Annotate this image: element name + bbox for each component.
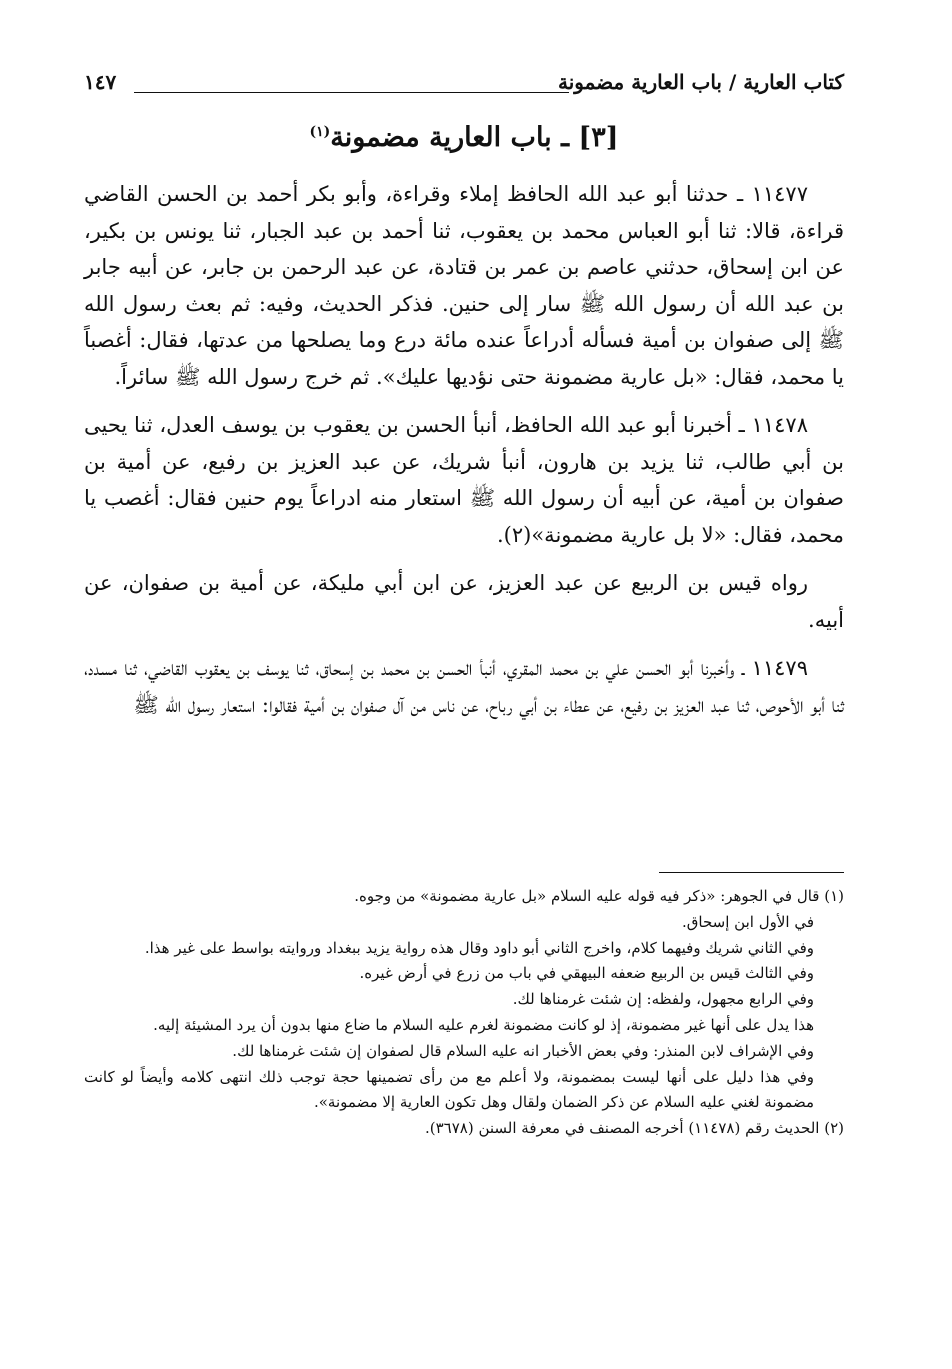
footnote-1-line: وفي الرابع مجهول، ولفظه: إن شئت غرمناها لك. [512,990,814,1009]
footnote-1-line: وفي الثاني شريك وفيهما كلام، واخرج الثاني أبو داود وقال هذه رواية يزيد ببغداد وروايته بواسط على غير هذا. [144,938,814,957]
chapter-title-text: [٣] ـ باب العارية مضمونة [330,122,619,153]
footnote-1-line: في الأول ابن إسحاق. [682,912,814,931]
page-number: ١٤٧ [84,70,117,94]
body-text [84,176,844,735]
narration-note: رواه قيس بن الربيع عن عبد العزيز، عن ابن أبي مليكة، عن أمية بن صفوان، عن أبيه. [84,571,844,632]
footnote-1: (١) قال في الجوهر: «ذكر فيه قوله عليه السلام «بل عارية مضمونة» من وجوه. [354,887,844,905]
footnote-1-line: وفي الإشراف لابن المنذر: وفي بعض الأخبار انه عليه السلام قال لصفوان إن شئت غرمناها لك. [232,1041,814,1060]
running-header [84,70,844,104]
chapter-title [84,122,844,153]
header-rule [134,92,569,93]
hadith-11477: ١١٤٧٧ ـ حدثنا أبو عبد الله الحافظ إملاء وقراءة، وأبو بكر أحمد بن الحسن القاضي قراءة، قالا: ثنا أبو العباس محمد بن يعقوب، ثنا أحمد بن عبد الجبار، ثنا يونس بن بكير، عن ابن إسحاق، حدثني عاصم بن عمر بن قتادة، عن عبد الرحمن بن جابر، عن أبيه جابر بن عبد الله أن رسول الله ﷺ سار إلى حنين. فذكر الحديث، وفيه: ثم بعث رسول الله ﷺ إلى صفوان بن أمية فسأله أدراعاً عنده مائة درع وما يصلحها من عدتها، فقال: أغصباً يا محمد، فقال: «بل عارية مضمونة حتى نؤديها عليك». ثم خرج رسول الله ﷺ سائراً. [84,182,844,389]
running-title: كتاب العارية / باب العارية مضمونة [557,70,844,94]
footnote-rule [659,872,844,873]
footnotes [84,884,844,1142]
chapter-note-mark: (١) [309,124,331,140]
footnote-2: (٢) الحديث رقم (١١٤٧٨) أخرجه المصنف في معرفة السنن (٣٦٧٨). [425,1119,844,1138]
footnote-1-line: هذا يدل على أنها غير مضمونة، إذ لو كانت مضمونة لغرم عليه السلام ما ضاع منها بدون أن يرد المشيئة إليه. [153,1015,814,1034]
footnote-1-line: وفي الثالث قيس بن الربيع ضعفه البيهقي في باب من زرع في أرض غيره. [359,964,814,983]
hadith-11479: ١١٤٧٩ ـ وأخبرنا أبو الحسن علي بن محمد المقري، أنبأ الحسن بن محمد بن إسحاق، ثنا يوسف بن يعقوب القاضي، ثنا مسدد، ثنا أبو الأحوص، ثنا عبد العزيز بن رفيع، عن عطاء بن أبي رباح، عن ناس من آل صفوان بن أمية فقالوا: استعار رسول الله ﷺ [84,656,844,717]
hadith-11478: ١١٤٧٨ ـ أخبرنا أبو عبد الله الحافظ، أنبأ الحسن بن يعقوب بن يوسف العدل، ثنا يحيى بن أبي طالب، ثنا يزيد بن هارون، أنبأ شريك، عن عبد العزيز بن رفيع، عن أمية بن صفوان بن أمية، عن أبيه أن رسول الله ﷺ استعار منه ادراعاً يوم حنين فقال: أغصب يا محمد، فقال: «لا بل عارية مضمونة»(٢). [84,413,844,547]
footnote-1-line: وفي هذا دليل على أنها ليست بمضمونة، ولا أعلم مع من رأى تضمينها حجة توجب ذلك انتهى كلامه وأيضاً لو كانت مضمونة لغني عليه السلام عن ذكر الضمان ولقال وهل تكون العارية إلا مضمونة». [84,1067,814,1112]
